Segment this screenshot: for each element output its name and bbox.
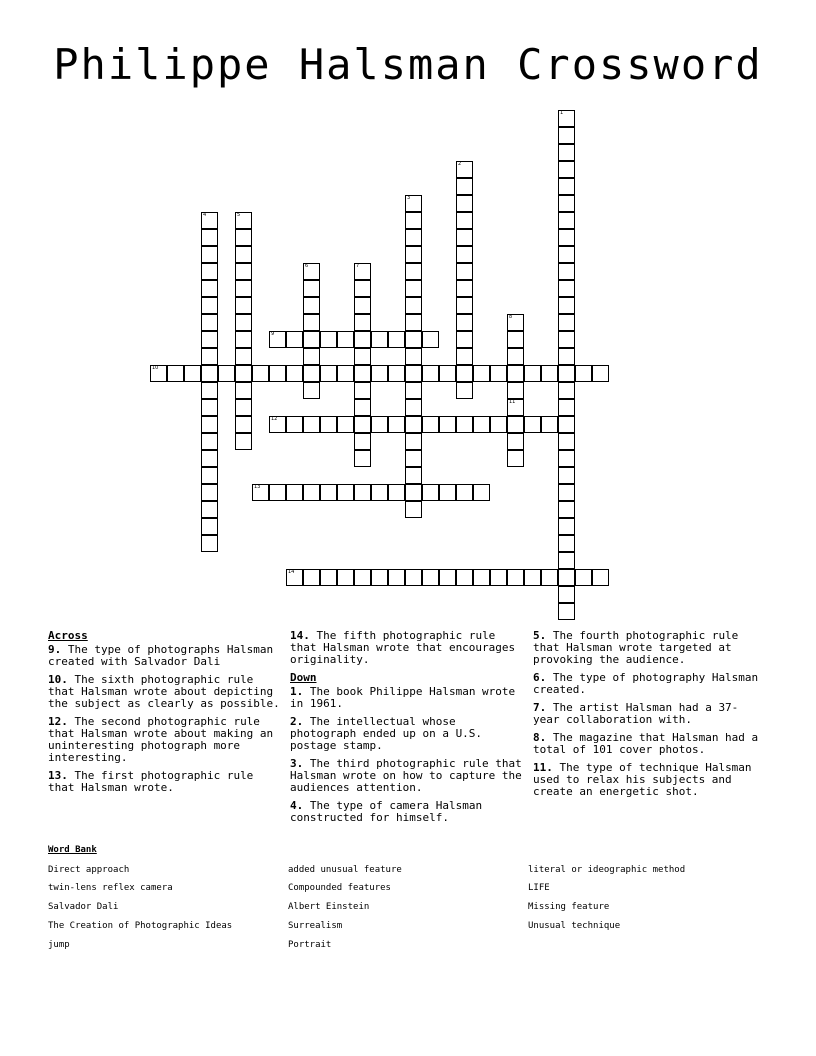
grid-cell[interactable] (405, 382, 422, 399)
grid-cell[interactable] (405, 484, 422, 501)
grid-cell[interactable] (354, 399, 371, 416)
grid-cell[interactable] (490, 569, 507, 586)
grid-cell[interactable] (320, 484, 337, 501)
grid-cell[interactable] (354, 416, 371, 433)
grid-cell[interactable] (167, 365, 184, 382)
grid-cell[interactable] (303, 314, 320, 331)
grid-cell[interactable] (201, 365, 218, 382)
clue-number: 5 (237, 212, 241, 218)
grid-cell[interactable] (439, 484, 456, 501)
grid-cell[interactable] (354, 348, 371, 365)
grid-cell[interactable] (456, 246, 473, 263)
word-bank-item: twin-lens reflex camera (48, 883, 173, 893)
grid-cell[interactable] (252, 484, 269, 501)
word-bank-item: Direct approach (48, 865, 130, 875)
grid-cell[interactable] (558, 416, 575, 433)
grid-cell[interactable] (507, 450, 524, 467)
grid-cell[interactable] (558, 348, 575, 365)
grid-cell[interactable] (456, 348, 473, 365)
clue-number: 7 (356, 263, 360, 269)
grid-cell[interactable] (201, 229, 218, 246)
grid-cell[interactable] (405, 348, 422, 365)
grid-cell[interactable] (201, 450, 218, 467)
word-bank-item: Missing feature (528, 902, 610, 912)
grid-cell[interactable] (558, 178, 575, 195)
grid-cell[interactable] (354, 297, 371, 314)
grid-cell[interactable] (320, 331, 337, 348)
grid-cell[interactable] (405, 229, 422, 246)
grid-cell[interactable] (235, 382, 252, 399)
clue-across-14: 14. The fifth photographic rule that Halsman wrote that encourages originality. (290, 629, 516, 666)
grid-cell[interactable] (575, 365, 592, 382)
grid-cell[interactable] (541, 365, 558, 382)
grid-cell[interactable] (405, 416, 422, 433)
grid-cell[interactable] (558, 569, 575, 586)
grid-cell[interactable] (473, 569, 490, 586)
grid-cell[interactable] (388, 365, 405, 382)
grid-cell[interactable] (456, 416, 473, 433)
down-heading: Down (290, 671, 317, 684)
clue-number: 13 (254, 484, 261, 490)
grid-cell[interactable] (524, 569, 541, 586)
clue-number: 8 (509, 314, 513, 320)
grid-cell[interactable] (558, 552, 575, 569)
grid-cell[interactable] (354, 484, 371, 501)
grid-cell[interactable] (405, 399, 422, 416)
grid-cell[interactable] (235, 314, 252, 331)
word-bank-item: Albert Einstein (288, 902, 370, 912)
grid-cell[interactable] (422, 484, 439, 501)
grid-cell[interactable] (558, 365, 575, 382)
word-bank-item: jump (48, 940, 70, 950)
grid-cell[interactable] (371, 569, 388, 586)
grid-cell[interactable] (150, 365, 167, 382)
grid-cell[interactable] (337, 365, 354, 382)
clue-down-7: 7. The artist Halsman had a 37- year collaboration with. (533, 701, 739, 726)
grid-cell[interactable] (235, 399, 252, 416)
grid-cell[interactable] (354, 382, 371, 399)
grid-cell[interactable] (456, 263, 473, 280)
grid-cell[interactable] (405, 433, 422, 450)
grid-cell[interactable] (558, 331, 575, 348)
grid-cell[interactable] (558, 484, 575, 501)
grid-cell[interactable] (405, 450, 422, 467)
grid-cell[interactable] (218, 365, 235, 382)
grid-cell[interactable] (558, 263, 575, 280)
grid-cell[interactable] (201, 467, 218, 484)
grid-cell[interactable] (507, 331, 524, 348)
grid-cell[interactable] (337, 331, 354, 348)
grid-cell[interactable] (320, 569, 337, 586)
grid-cell[interactable] (371, 331, 388, 348)
word-bank-item: LIFE (528, 883, 550, 893)
grid-cell[interactable] (558, 399, 575, 416)
clue-across-12: 12. The second photographic rule that Halsman wrote about making an uninteresting photograph more interesting. (48, 715, 274, 764)
grid-cell[interactable] (201, 263, 218, 280)
grid-cell[interactable] (354, 280, 371, 297)
grid-cell[interactable] (507, 382, 524, 399)
clue-down-8: 8. The magazine that Halsman had a total of 101 cover photos. (533, 731, 759, 756)
grid-cell[interactable] (286, 365, 303, 382)
grid-cell[interactable] (558, 195, 575, 212)
word-bank-item: Portrait (288, 940, 332, 950)
grid-cell[interactable] (201, 535, 218, 552)
grid-cell[interactable] (558, 382, 575, 399)
word-bank-heading: Word Bank (48, 845, 97, 855)
grid-cell[interactable] (303, 280, 320, 297)
grid-cell[interactable] (456, 365, 473, 382)
grid-cell[interactable] (388, 416, 405, 433)
grid-cell[interactable] (371, 416, 388, 433)
clues-column-3 (533, 630, 765, 804)
grid-cell[interactable] (303, 569, 320, 586)
grid-cell[interactable] (286, 331, 303, 348)
grid-cell[interactable] (558, 314, 575, 331)
word-bank-item: Compounded features (288, 883, 391, 893)
grid-cell[interactable] (286, 569, 303, 586)
grid-cell[interactable] (524, 416, 541, 433)
grid-cell[interactable] (303, 331, 320, 348)
clue-number: 2 (458, 161, 462, 167)
clue-number: 1 (560, 110, 564, 116)
grid-cell[interactable] (201, 518, 218, 535)
grid-cell[interactable] (405, 297, 422, 314)
grid-cell[interactable] (558, 110, 575, 127)
grid-cell[interactable] (558, 161, 575, 178)
grid-cell[interactable] (235, 280, 252, 297)
clue-number: 6 (305, 263, 309, 269)
clues-column-1 (48, 630, 280, 800)
grid-cell[interactable] (201, 246, 218, 263)
grid-cell[interactable] (558, 212, 575, 229)
grid-cell[interactable] (303, 365, 320, 382)
word-bank-item: Salvador Dali (48, 902, 119, 912)
clue-number: 11 (509, 399, 516, 405)
grid-cell[interactable] (354, 433, 371, 450)
grid-cell[interactable] (405, 246, 422, 263)
grid-cell[interactable] (337, 484, 354, 501)
grid-cell[interactable] (201, 433, 218, 450)
grid-cell[interactable] (422, 416, 439, 433)
clue-down-2: 2. The intellectual whose photograph ended up on a U.S. postage stamp. (290, 715, 483, 752)
grid-cell[interactable] (405, 467, 422, 484)
grid-cell[interactable] (252, 365, 269, 382)
grid-cell[interactable] (405, 263, 422, 280)
grid-cell[interactable] (235, 416, 252, 433)
grid-cell[interactable] (201, 399, 218, 416)
clue-down-6: 6. The type of photography Halsman created. (533, 671, 759, 696)
grid-cell[interactable] (439, 365, 456, 382)
grid-cell[interactable] (354, 331, 371, 348)
grid-cell[interactable] (592, 569, 609, 586)
word-bank-item: The Creation of Photographic Ideas (48, 921, 233, 931)
grid-cell[interactable] (201, 331, 218, 348)
grid-cell[interactable] (507, 348, 524, 365)
clue-number: 9 (271, 331, 275, 337)
grid-cell[interactable] (456, 280, 473, 297)
grid-cell[interactable] (303, 484, 320, 501)
grid-cell[interactable] (558, 450, 575, 467)
grid-cell[interactable] (303, 382, 320, 399)
grid-cell[interactable] (286, 416, 303, 433)
grid-cell[interactable] (201, 314, 218, 331)
clue-number: 14 (288, 569, 295, 575)
word-bank-item: Surrealism (288, 921, 343, 931)
grid-cell[interactable] (405, 331, 422, 348)
grid-cell[interactable] (201, 212, 218, 229)
grid-cell[interactable] (269, 416, 286, 433)
grid-cell[interactable] (507, 416, 524, 433)
grid-cell[interactable] (558, 144, 575, 161)
grid-cell[interactable] (269, 331, 286, 348)
grid-cell[interactable] (507, 314, 524, 331)
grid-cell[interactable] (422, 365, 439, 382)
grid-cell[interactable] (201, 501, 218, 518)
grid-cell[interactable] (456, 229, 473, 246)
grid-cell[interactable] (456, 382, 473, 399)
grid-cell[interactable] (592, 365, 609, 382)
grid-cell[interactable] (439, 416, 456, 433)
grid-cell[interactable] (337, 569, 354, 586)
grid-cell[interactable] (507, 399, 524, 416)
grid-cell[interactable] (456, 178, 473, 195)
grid-cell[interactable] (558, 586, 575, 603)
clue-number: 10 (152, 365, 159, 371)
grid-cell[interactable] (235, 433, 252, 450)
grid-cell[interactable] (269, 365, 286, 382)
grid-cell[interactable] (558, 127, 575, 144)
grid-cell[interactable] (235, 263, 252, 280)
grid-cell[interactable] (303, 297, 320, 314)
grid-cell[interactable] (235, 348, 252, 365)
grid-cell[interactable] (558, 246, 575, 263)
grid-cell[interactable] (201, 280, 218, 297)
clue-down-11: 11. The type of technique Halsman used to relax his subjects and create an energetic shot. (533, 761, 752, 798)
grid-cell[interactable] (558, 467, 575, 484)
grid-cell[interactable] (235, 365, 252, 382)
grid-cell[interactable] (354, 450, 371, 467)
grid-cell[interactable] (507, 365, 524, 382)
grid-cell[interactable] (371, 484, 388, 501)
grid-cell[interactable] (473, 416, 490, 433)
grid-cell[interactable] (558, 280, 575, 297)
grid-cell[interactable] (201, 484, 218, 501)
clue-down-4: 4. The type of camera Halsman constructed for himself. (290, 799, 483, 824)
grid-cell[interactable] (269, 484, 286, 501)
grid-cell[interactable] (558, 229, 575, 246)
clue-across-10: 10. The sixth photographic rule that Halsman wrote about depicting the subject as clearly as possible. (48, 673, 280, 710)
grid-cell[interactable] (388, 484, 405, 501)
across-heading: Across (48, 629, 88, 642)
grid-cell[interactable] (558, 535, 575, 552)
grid-cell[interactable] (405, 501, 422, 518)
clue-number: 3 (407, 195, 411, 201)
grid-cell[interactable] (456, 161, 473, 178)
grid-cell[interactable] (354, 365, 371, 382)
grid-cell[interactable] (235, 331, 252, 348)
grid-cell[interactable] (201, 297, 218, 314)
grid-cell[interactable] (286, 484, 303, 501)
grid-cell[interactable] (490, 365, 507, 382)
grid-cell[interactable] (388, 331, 405, 348)
grid-cell[interactable] (201, 382, 218, 399)
clue-down-1: 1. The book Philippe Halsman wrote in 1961. (290, 685, 516, 710)
grid-cell[interactable] (405, 365, 422, 382)
grid-cell[interactable] (456, 331, 473, 348)
grid-cell[interactable] (405, 195, 422, 212)
grid-cell[interactable] (354, 569, 371, 586)
clue-number: 12 (271, 416, 278, 422)
grid-cell[interactable] (303, 416, 320, 433)
clue-down-5: 5. The fourth photographic rule that Halsman wrote targeted at provoking the audience. (533, 629, 739, 666)
grid-cell[interactable] (235, 212, 252, 229)
grid-cell[interactable] (405, 314, 422, 331)
grid-cell[interactable] (456, 195, 473, 212)
grid-cell[interactable] (422, 331, 439, 348)
clue-number: 4 (203, 212, 207, 218)
grid-cell[interactable] (558, 603, 575, 620)
grid-cell[interactable] (337, 416, 354, 433)
grid-cell[interactable] (456, 314, 473, 331)
grid-cell[interactable] (235, 229, 252, 246)
grid-cell[interactable] (490, 416, 507, 433)
grid-cell[interactable] (456, 212, 473, 229)
grid-cell[interactable] (575, 569, 592, 586)
grid-cell[interactable] (371, 365, 388, 382)
clue-across-9: 9. The type of photographs Halsman created with Salvador Dali (48, 643, 274, 668)
grid-cell[interactable] (303, 263, 320, 280)
grid-cell[interactable] (184, 365, 201, 382)
grid-cell[interactable] (388, 569, 405, 586)
grid-cell[interactable] (507, 433, 524, 450)
grid-cell[interactable] (405, 569, 422, 586)
grid-cell[interactable] (201, 416, 218, 433)
grid-cell[interactable] (473, 484, 490, 501)
grid-cell[interactable] (235, 246, 252, 263)
grid-cell[interactable] (201, 348, 218, 365)
grid-cell[interactable] (405, 212, 422, 229)
grid-cell[interactable] (235, 297, 252, 314)
grid-cell[interactable] (439, 569, 456, 586)
grid-cell[interactable] (320, 365, 337, 382)
grid-cell[interactable] (524, 365, 541, 382)
grid-cell[interactable] (354, 314, 371, 331)
word-bank-item: added unusual feature (288, 865, 402, 875)
grid-cell[interactable] (558, 501, 575, 518)
grid-cell[interactable] (422, 569, 439, 586)
clue-across-13: 13. The first photographic rule that Halsman wrote. (48, 769, 254, 794)
word-bank-item: literal or ideographic method (528, 865, 686, 875)
clues-column-2 (290, 630, 522, 830)
grid-cell[interactable] (456, 297, 473, 314)
grid-cell[interactable] (354, 263, 371, 280)
grid-cell[interactable] (303, 348, 320, 365)
grid-cell[interactable] (541, 569, 558, 586)
grid-cell[interactable] (473, 365, 490, 382)
grid-cell[interactable] (507, 569, 524, 586)
grid-cell[interactable] (541, 416, 558, 433)
grid-cell[interactable] (405, 280, 422, 297)
page-title: Philippe Halsman Crossword (53, 40, 763, 89)
clue-down-3: 3. The third photographic rule that Halsman wrote on how to capture the audiences attention. (290, 757, 522, 794)
grid-cell[interactable] (558, 433, 575, 450)
word-bank-item: Unusual technique (528, 921, 621, 931)
grid-cell[interactable] (558, 518, 575, 535)
grid-cell[interactable] (456, 569, 473, 586)
grid-cell[interactable] (558, 297, 575, 314)
grid-cell[interactable] (456, 484, 473, 501)
grid-cell[interactable] (320, 416, 337, 433)
